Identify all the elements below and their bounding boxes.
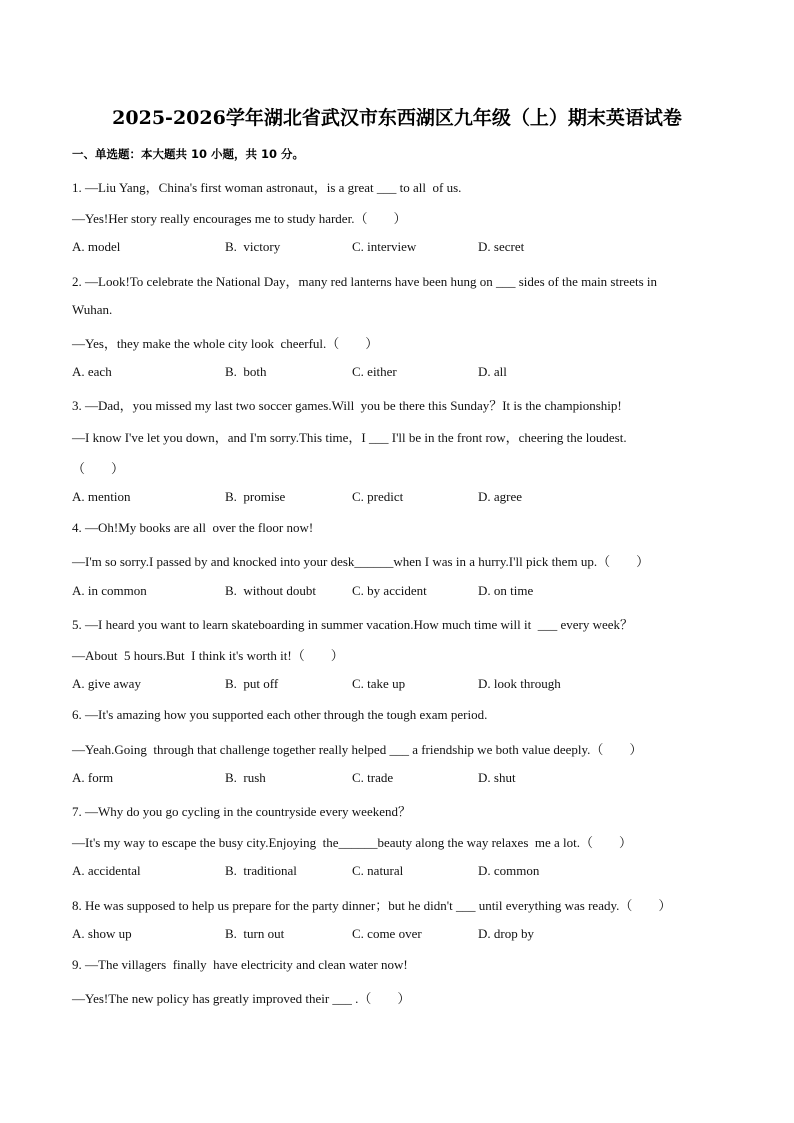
- question-9-line-2: —Yes!The new policy has greatly improved their ___ .（ ）: [72, 991, 411, 1007]
- question-3-line-2: —I know I've let you down，and I'm sorry.This time，I ___ I'll be in the front row，cheering the loudest.: [72, 429, 627, 445]
- question-5-line-1: 5. —I heard you want to learn skateboarding in summer vacation.How much time will it ___ every week？: [72, 616, 634, 632]
- question-2-option-b: B. both: [225, 364, 267, 380]
- question-4-option-a: A. in common: [72, 582, 147, 598]
- question-2-option-a: A. each: [72, 364, 112, 380]
- page-title: 2025-2026学年湖北省武汉市东西湖区九年级（上）期末英语试卷: [112, 107, 682, 129]
- question-7-line-2: —It's my way to escape the busy city.Enjoying the______beauty along the way relaxes me a lot.（ ）: [72, 835, 633, 851]
- question-1-option-c: C. interview: [352, 239, 417, 255]
- question-5-option-c: C. take up: [352, 676, 406, 692]
- question-7-option-d: D. common: [478, 863, 540, 879]
- question-6-line-2: —Yeah.Going through that challenge together really helped ___ a friendship we both value deeply.（ ）: [72, 741, 643, 757]
- question-1-option-a: A. model: [72, 239, 121, 255]
- question-1-option-d: D. secret: [478, 239, 525, 255]
- question-4-option-c: C. by accident: [352, 582, 427, 598]
- question-2-line-3: —Yes，they make the whole city look cheerful.（ ）: [72, 336, 379, 351]
- question-5-option-b: B. put off: [225, 676, 279, 692]
- question-3-option-a: A. mention: [72, 489, 131, 504]
- question-1-line-2: —Yes!Her story really encourages me to study harder.（ ）: [72, 211, 407, 227]
- question-6-option-d: D. shut: [478, 769, 516, 785]
- question-7-option-c: C. natural: [352, 863, 404, 879]
- question-5-option-a: A. give away: [72, 676, 141, 692]
- question-4-line-2: —I'm so sorry.I passed by and knocked into your desk______when I was in a hurry.I'll pick them up.（ ）: [72, 554, 650, 570]
- question-7-option-a: A. accidental: [72, 863, 141, 879]
- question-2-option-c: C. either: [352, 364, 397, 380]
- question-3-option-b: B. promise: [225, 489, 286, 504]
- question-8-option-a: A. show up: [72, 925, 132, 941]
- question-4-option-b: B. without doubt: [225, 582, 317, 598]
- question-4-option-d: D. on time: [478, 582, 534, 598]
- question-8-option-c: C. come over: [352, 925, 422, 941]
- question-6-option-a: A. form: [72, 769, 114, 785]
- question-5-line-2: —About 5 hours.But I think it's worth it!（ ）: [72, 648, 344, 663]
- question-2-line-2: Wuhan.: [72, 301, 113, 317]
- question-4-line-1: 4. —Oh!My books are all over the floor now!: [72, 520, 314, 536]
- question-8-option-d: D. drop by: [478, 925, 534, 941]
- question-8-line-1: 8. He was supposed to help us prepare for the party dinner；but he didn't ___ until everything was ready.（ ）: [72, 897, 672, 913]
- question-8-option-b: B. turn out: [225, 925, 285, 941]
- section-heading: 一、单选题：本大题共 10 小题，共 10 分。: [72, 147, 305, 161]
- question-3-line-1: 3. —Dad，you missed my last two soccer games.Will you be there this Sunday？It is the championship!: [72, 398, 622, 414]
- question-7-line-1: 7. —Why do you go cycling in the countryside every weekend？: [72, 804, 411, 819]
- question-6-line-1: 6. —It's amazing how you supported each other through the tough exam period.: [72, 707, 488, 723]
- question-3-line-3: （ ）: [72, 460, 125, 476]
- question-6-option-c: C. trade: [352, 769, 394, 785]
- question-2-line-1: 2. —Look!To celebrate the National Day，many red lanterns have been hung on ___ sides of the main streets in: [72, 273, 657, 289]
- question-6-option-b: B. rush: [225, 769, 266, 785]
- question-7-option-b: B. traditional: [225, 863, 297, 879]
- question-9-line-1: 9. —The villagers finally have electricity and clean water now!: [72, 957, 408, 972]
- question-3-option-c: C. predict: [352, 489, 404, 504]
- question-2-option-d: D. all: [478, 364, 507, 380]
- question-1-line-1: 1. —Liu Yang，China's first woman astronaut，is a great ___ to all of us.: [72, 180, 462, 195]
- question-3-option-d: D. agree: [478, 489, 523, 504]
- question-1-option-b: B. victory: [225, 239, 281, 255]
- question-5-option-d: D. look through: [478, 676, 561, 692]
